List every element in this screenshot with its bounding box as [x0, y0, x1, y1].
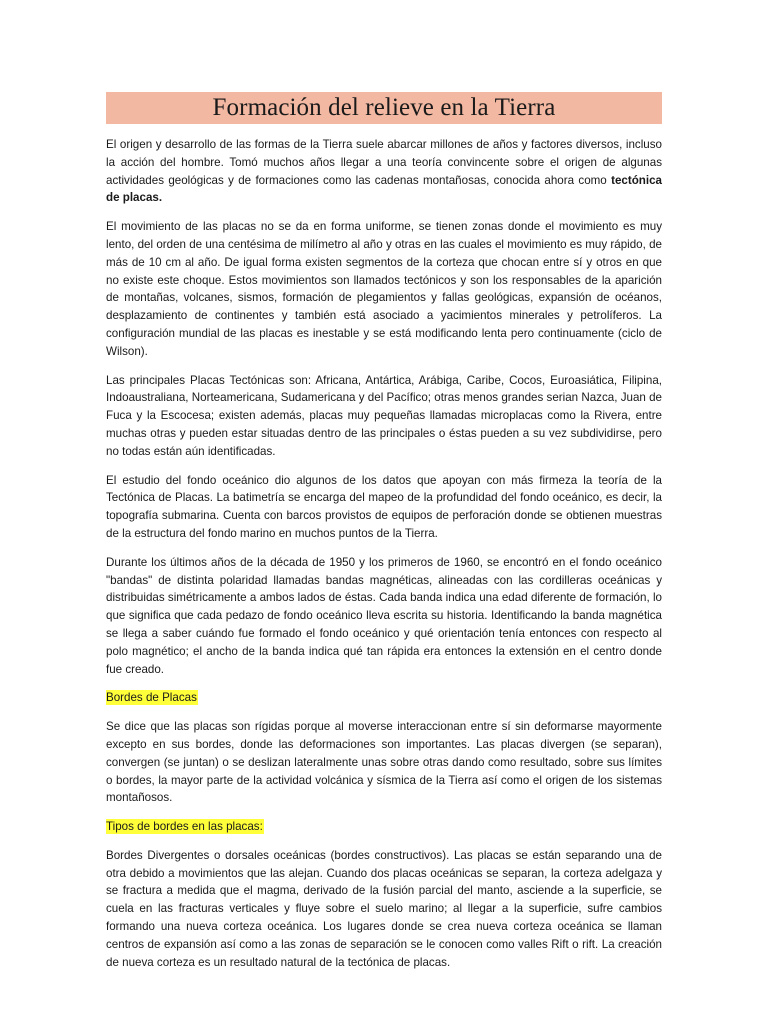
paragraph-bandas-magneticas: Durante los últimos años de la década de 1950 y los primeros de 1960, se encontró en el fondo oceánico "bandas" de distinta polaridad llamadas bandas magnéticas, alineadas con las cordilleras oceánicas y distribuidas simétricamente a ambos lados de éstas. Cada banda indica una edad diferente de formación, lo que significa que cada pedazo de fondo oceánico lleva escrita su historia. Identificando la banda magnética se llega a saber cuándo fue formado el fondo oceánico y qué orientación tenía entonces con respecto al polo magnético; el ancho de la banda indica qué tan rápida era entonces la extensión en el centro donde fue creado.	[106, 555, 662, 676]
title-banner	[106, 92, 662, 124]
heading-bordes-wrap	[106, 689, 662, 707]
document-page	[106, 92, 662, 971]
heading-tipos-wrap	[106, 818, 662, 836]
paragraph-intro-text: El origen y desarrollo de las formas de la Tierra suele abarcar millones de años y factores diversos, incluso la acción del hombre. Tomó muchos años llegar a una teoría convincente sobre el origen de algunas actividades geológicas y de formaciones como las cadenas montañosas, conocida ahora como	[106, 138, 662, 187]
heading-tipos-de-bordes: Tipos de bordes en las placas:	[106, 820, 263, 834]
paragraph-intro	[106, 136, 662, 207]
heading-bordes-de-placas: Bordes de Placas	[106, 691, 197, 705]
paragraph-fondo-oceanico: El estudio del fondo oceánico dio algunos de los datos que apoyan con más firmeza la teoría de la Tectónica de Placas. La batimetría se encarga del mapeo de la profundidad del fondo oceánico, es decir, la topografía submarina. Cuenta con barcos provistos de equipos de perforación donde se obtienen muestras de la estructura del fondo marino en muchos puntos de la Tierra.	[106, 473, 662, 540]
paragraph-movimiento: El movimiento de las placas no se da en forma uniforme, se tienen zonas donde el movimiento es muy lento, del orden de una centésima de milímetro al año y otras en las cuales el movimiento es muy rápido, de más de 10 cm al año. De igual forma existen segmentos de la corteza que chocan entre sí y otros en que no existe este choque. Estos movimientos son llamados tectónicos y son los responsables de la aparición de montañas, volcanes, sismos, formación de plegamientos y fallas geológicas, expansión de océanos, desplazamiento de continentes y también está asociado a yacimientos minerales y petrolíferos. La configuración mundial de las placas es inestable y se está modificando lenta pero continuamente (ciclo de Wilson).	[106, 220, 662, 358]
paragraph-bordes-divergentes: Bordes Divergentes o dorsales oceánicas (bordes constructivos). Las placas se están separando una de otra debido a movimientos que las alejan. Cuando dos placas oceánicas se separan, la corteza adelgaza y se fractura a medida que el magma, derivado de la fusión parcial del manto, asciende a la superficie, se cuela en las fracturas verticales y fluye sobre el suelo marino; al llegar a la superficie, sufre cambios formando una nueva corteza oceánica. Los lugares donde se crea nueva corteza oceánica se llaman centros de expansión así como a las zonas de separación se le conocen como valles Rift o rift. La creación de nueva corteza es un resultado natural de la tectónica de placas.	[106, 848, 662, 969]
paragraph-placas-principales: Las principales Placas Tectónicas son: Africana, Antártica, Arábiga, Caribe, Cocos, Euroasiática, Filipina, Indoaustraliana, Norteamericana, Sudamericana y del Pacífico; otras menos grandes serian Nazca, Juan de Fuca y la Escocesa; existen además, placas muy pequeñas llamadas microplacas como la Rivera, entre muchas otras y pueden estar situadas dentro de las principales o éstas pueden a su vez subdividirse, pero no todas están aún identificadas.	[106, 373, 662, 458]
page-title: Formación del relieve en la Tierra	[212, 94, 556, 121]
paragraph-placas-rigidas: Se dice que las placas son rígidas porque al moverse interaccionan entre sí sin deformarse mayormente excepto en sus bordes, donde las deformaciones son importantes. Las placas divergen (se separan), convergen (se juntan) o se deslizan lateralmente unas sobre otras dando como resultado, sobre sus límites o bordes, la mayor parte de la actividad volcánica y sísmica de la Tierra así como el origen de los sistemas montañosos.	[106, 720, 662, 805]
keyword-tectonica: tectónica de placas.	[106, 173, 662, 205]
